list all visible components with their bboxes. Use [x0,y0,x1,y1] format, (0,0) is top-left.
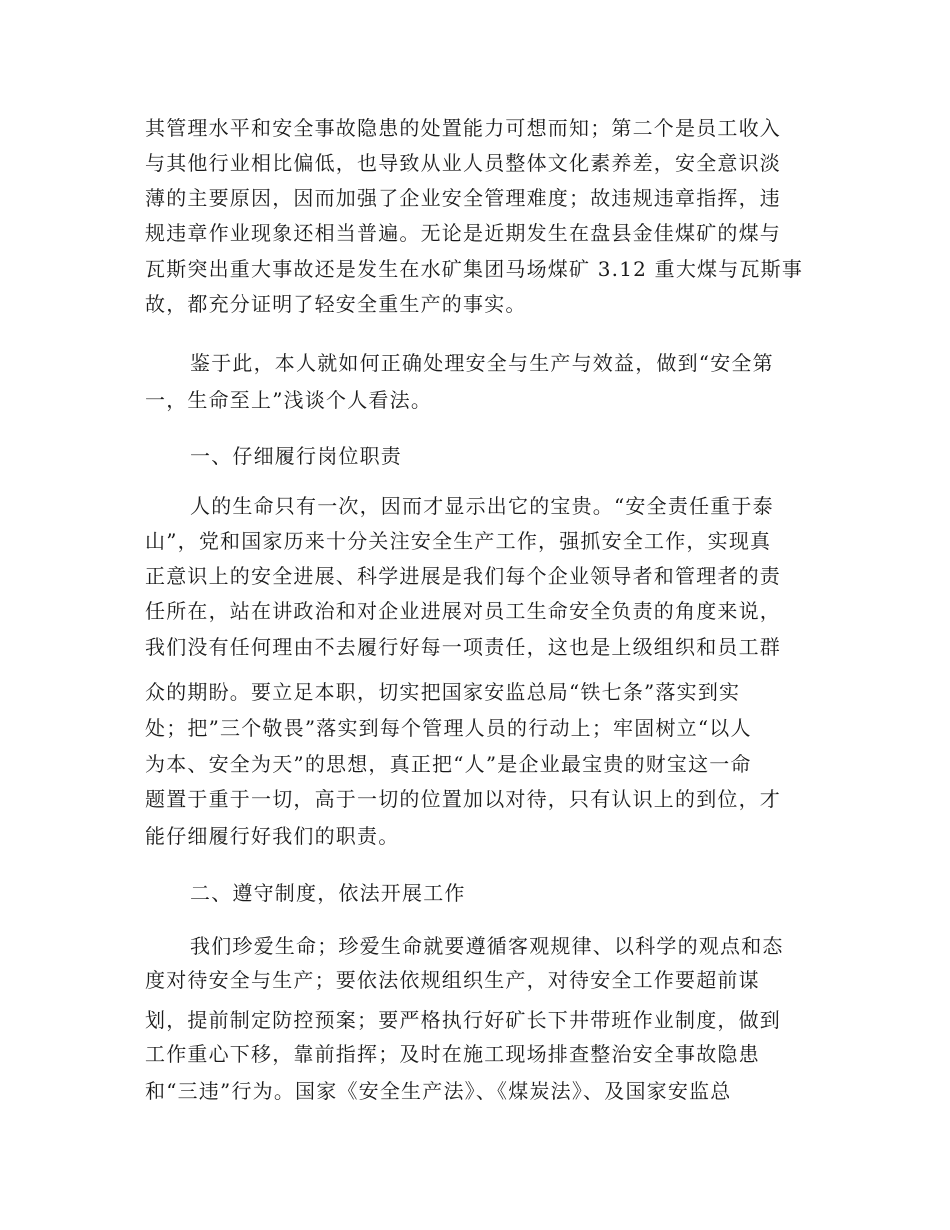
text-line: 薄的主要原因，因而加强了企业安全管理难度；故违规违章指挥，违 [145,186,781,210]
section-heading: 一、仔细履行岗位职责 [190,444,402,468]
text-line: 瓦斯突出重大事故还是发生在水矿集团马场煤矿 3.12 重大煤与瓦斯事 [145,257,804,281]
text-line: 能仔细履行好我们的职责。 [145,824,400,848]
text-line: 故，都充分证明了轻安全重生产的事实。 [145,292,527,316]
text-line: 工作重心下移，靠前指挥；及时在施工现场排查整治安全事故隐患 [145,1042,760,1066]
text-line: 鉴于此，本人就如何正确处理安全与生产与效益，做到“安全第 [190,351,774,375]
text-line: 人的生命只有一次，因而才显示出它的宝贵。“安全责任重于泰 [190,494,774,518]
text-line: 众的期盼。要立足本职，切实把国家安监总局“铁七条”落实到实 [145,680,741,704]
text-line: 与其他行业相比偏低，也导致从业人员整体文化素养差，安全意识淡 [145,151,781,175]
text-line: 其管理水平和安全事故隐患的处置能力可想而知；第二个是员工收入 [145,116,781,140]
text-line: 山”，党和国家历来十分关注安全生产工作，强抓安全工作，实现真 [145,529,772,553]
text-line: 划，提前制定防控预案；要严格执行好矿长下井带班作业制度，做到 [145,1008,781,1032]
text-line: 我们没有任何理由不去履行好每一项责任，这也是上级组织和员工群 [145,635,781,659]
text-line: 度对待安全与生产；要依法依规组织生产，对待安全工作要超前谋 [145,968,760,992]
text-line: 任所在，站在讲政治和对企业进展对员工生命安全负责的角度来说， [145,599,781,623]
text-line: 和“三违”行为。国家《安全生产法》、《煤炭法》、及国家安监总 [145,1079,732,1103]
text-line: 我们珍爱生命；珍爱生命就要遵循客观规律、以科学的观点和态 [190,934,784,958]
text-line: 处；把”三个敬畏”落实到每个管理人员的行动上；牢固树立“以人 [145,716,752,740]
text-line: 一，生命至上”浅谈个人看法。 [145,388,433,412]
text-line: 规违章作业现象还相当普遍。无论是近期发生在盘县金佳煤矿的煤与 [145,221,781,245]
text-line: 题置于重于一切，高于一切的位置加以对待，只有认识上的到位，才 [145,787,781,811]
text-line: 为本、安全为天”的思想，真正把“人”是企业最宝贵的财宝这一命 [145,752,752,776]
text-line: 正意识上的安全进展、科学进展是我们每个企业领导者和管理者的责 [145,564,781,588]
section-heading: 二、遵守制度，依法开展工作 [190,881,466,905]
